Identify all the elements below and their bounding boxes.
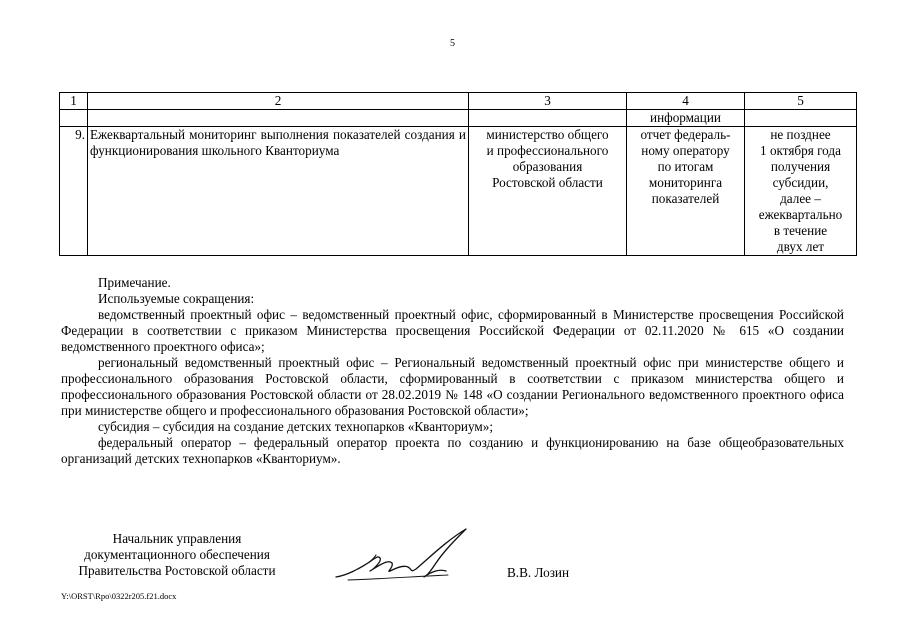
handwritten-signature: [328, 525, 478, 585]
cont-cell-5: [745, 110, 857, 127]
deadline-line: ежеквартально: [758, 207, 843, 222]
note-item: ведомственный проектный офис – ведомственный проектный офис, сформированный в Министерстве просвещения Российской Федерации в соответствии с приказом Министерства просвещения Российской Федерации от 02.11.2020 № 615 «О создании ведомственного проектного офиса»;: [61, 307, 844, 354]
header-cell-1: 1: [60, 93, 88, 110]
notes-section: [61, 275, 844, 467]
header-cell-3: 3: [469, 93, 627, 110]
row-number: 9.: [60, 127, 88, 256]
deadline-line: в течение: [773, 223, 828, 238]
form-line: показателей: [651, 191, 720, 206]
table-row-continuation: [60, 110, 857, 127]
deadline-line: субсидии,: [772, 175, 829, 190]
form-line: мониторинга: [648, 175, 723, 190]
note-item: федеральный оператор – федеральный оператор проекта по созданию и функционированию на базе общеобразовательных организаций детских технопарков «Кванториум».: [61, 435, 844, 466]
header-cell-5: 5: [745, 93, 857, 110]
deadline-line: 1 октября года: [760, 143, 841, 158]
form-line: по итогам: [657, 159, 714, 174]
cont-cell-4: информации: [627, 110, 745, 127]
form-line: ному оператору: [641, 143, 730, 158]
position-line: Начальник управления: [112, 531, 242, 546]
file-path-footer: Y:\ORST\Rpo\0322r205.f21.docx: [61, 591, 177, 601]
notes-intro: Используемые сокращения:: [98, 291, 255, 306]
note-item: субсидия – субсидия на создание детских технопарков «Кванториум»;: [98, 419, 493, 434]
note-item: региональный ведомственный проектный офис – Региональный ведомственный проектный офис при министерстве общего и профессионального образования Ростовской области, сформированный в соответствии с приказом министерства общего и профессионального образования Ростовской области от 28.02.2019 № 148 «О создании Регионального ведомственного проектного офиса при министерстве общего и профессионального образования Ростовской области»;: [61, 355, 844, 418]
position-line: документационного обеспечения: [84, 547, 270, 562]
responsible-line: Ростовской области: [492, 175, 603, 190]
responsible-line: министерство общего: [486, 127, 609, 142]
table-row-9: [60, 127, 857, 256]
cont-cell-2: [88, 110, 469, 127]
signatory-position: [61, 531, 293, 579]
deadline-line: двух лет: [776, 239, 825, 254]
header-cell-2: 2: [88, 93, 469, 110]
cont-cell-3: [469, 110, 627, 127]
table-header-row: [60, 93, 857, 110]
deadline-line: получения: [770, 159, 831, 174]
deadline-line: далее –: [780, 191, 821, 206]
position-line: Правительства Ростовской области: [78, 563, 276, 578]
responsible-cell: [469, 127, 627, 256]
measures-table: [59, 92, 857, 256]
form-line: отчет федераль-: [640, 127, 731, 142]
task-cell: Ежеквартальный мониторинг выполнения показателей создания и функционирования школьного Кванториума: [88, 127, 469, 256]
responsible-line: образования: [512, 159, 583, 174]
notes-title: Примечание.: [98, 275, 171, 290]
page-number: 5: [450, 38, 455, 49]
deadline-cell: [745, 127, 857, 256]
signatory-name: В.В. Лозин: [507, 565, 570, 580]
cont-cell-1: [60, 110, 88, 127]
deadline-line: не позднее: [770, 127, 831, 142]
header-cell-4: 4: [627, 93, 745, 110]
responsible-line: и профессионального: [486, 143, 609, 158]
form-cell: [627, 127, 745, 256]
